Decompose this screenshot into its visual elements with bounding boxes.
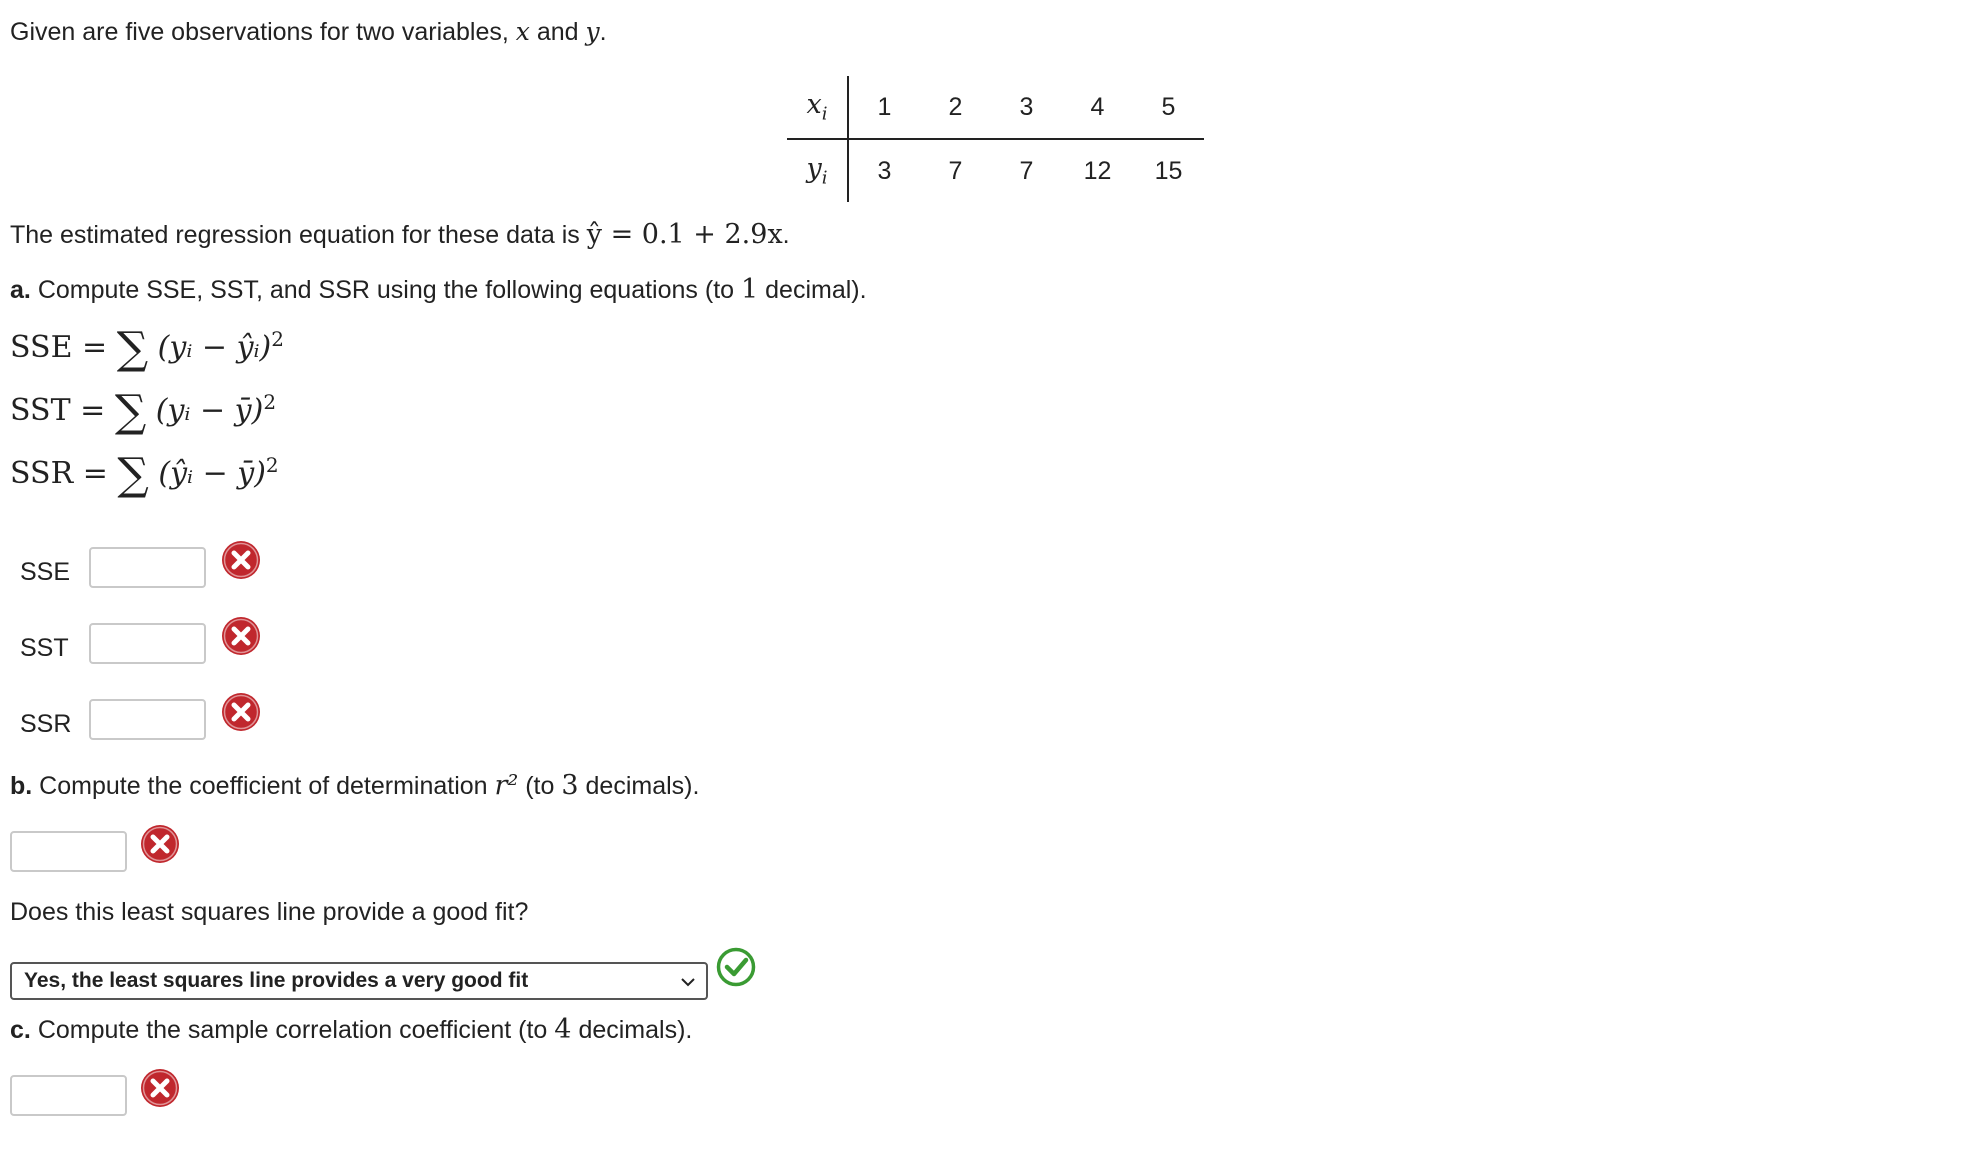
- x-circle-icon: [221, 616, 261, 656]
- ssr-input[interactable]: [89, 699, 206, 740]
- good-fit-question: Does this least squares line provide a good fit?: [10, 898, 529, 926]
- ssr-label: SSR: [20, 710, 72, 738]
- part-b-heading: b. Compute the coefficient of determination r² (to 3 decimals).: [10, 770, 700, 801]
- part-a-letter: a.: [10, 276, 31, 304]
- x-circle-icon: [140, 1068, 180, 1108]
- r-squared-input[interactable]: [10, 831, 127, 872]
- intro-text: Given are five observations for two variables, x and y.: [10, 17, 607, 46]
- table-row-y: [787, 139, 1204, 202]
- regression-equation: The estimated regression equation for these data is ŷ = 0.1 + 2.9x.: [10, 219, 790, 250]
- sst-input[interactable]: [89, 623, 206, 664]
- check-circle-icon: [716, 947, 756, 987]
- x-value: 3: [991, 76, 1062, 139]
- sst-label: SST: [20, 634, 69, 662]
- var-x: x: [515, 17, 530, 46]
- var-y: y: [585, 17, 600, 46]
- y-value: 15: [1154, 156, 1183, 185]
- chevron-down-icon: [678, 972, 698, 992]
- part-c-letter: c.: [10, 1016, 31, 1044]
- formula-ssr: SSR = ∑ (ŷᵢ − ȳ)$^2$: [10, 449, 279, 500]
- x-value: 1: [848, 76, 920, 139]
- sse-input[interactable]: [89, 547, 206, 588]
- x-circle-icon: [140, 824, 180, 864]
- good-fit-selected-value: Yes, the least squares line provides a very good fit: [24, 969, 529, 992]
- formula-sst: SST = ∑ (yᵢ − ȳ)$^2$: [10, 386, 277, 437]
- table-row-x: [787, 76, 1204, 139]
- correlation-input[interactable]: [10, 1075, 127, 1116]
- x-value: 4: [1062, 76, 1133, 139]
- part-b-letter: b.: [10, 772, 33, 800]
- x-value: 5: [1133, 76, 1204, 139]
- y-value: 7: [1019, 156, 1034, 185]
- formula-sse: SSE = ∑ (yᵢ − ŷᵢ)$^2$: [10, 323, 284, 374]
- x-circle-icon: [221, 692, 261, 732]
- equation-formula: ŷ = 0.1 + 2.9x: [586, 219, 783, 250]
- sse-label: SSE: [20, 558, 71, 586]
- y-value: 7: [948, 156, 963, 185]
- y-value: 3: [877, 156, 892, 185]
- part-a-heading: a. Compute SSE, SST, and SSR using the following equations (to 1 decimal).: [10, 274, 867, 305]
- y-value: 12: [1083, 156, 1112, 185]
- good-fit-select[interactable]: [10, 962, 708, 1000]
- x-value: 2: [920, 76, 991, 139]
- r-squared: r²: [494, 770, 519, 801]
- x-header: $x_i$: [787, 76, 848, 139]
- part-c-heading: c. Compute the sample correlation coefficient (to 4 decimals).: [10, 1014, 693, 1045]
- x-circle-icon: [221, 540, 261, 580]
- y-header: $y_i$: [787, 139, 848, 202]
- data-table: [787, 76, 1204, 202]
